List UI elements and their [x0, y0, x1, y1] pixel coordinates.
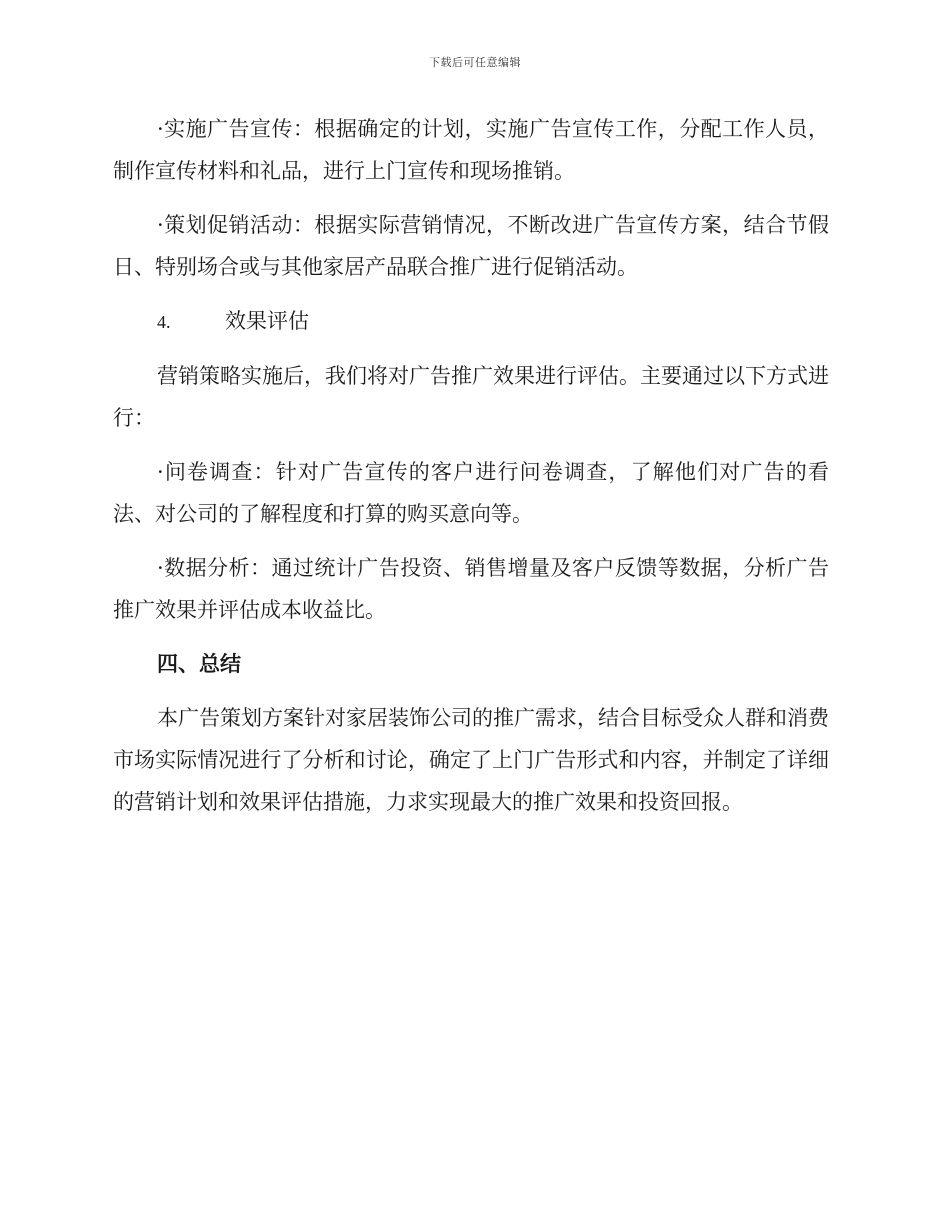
- paragraph-questionnaire: ·问卷调查：针对广告宣传的客户进行问卷调查，了解他们对广告的看法、对公司的了解程度和打算的购买意向等。: [113, 460, 829, 526]
- section-heading-effect-evaluation: [113, 300, 829, 343]
- heading-summary: 四、总结: [157, 652, 241, 676]
- section-number: 4.: [157, 312, 171, 332]
- paragraph-implement-ads: ·实施广告宣传：根据确定的计划，实施广告宣传工作，分配工作人员，制作宣传材料和礼品，进行上门宣传和现场推销。: [113, 117, 829, 183]
- paragraph-summary: 本广告策划方案针对家居装饰公司的推广需求，结合目标受众人群和消费市场实际情况进行了分析和讨论，确定了上门广告形式和内容，并制定了详细的营销计划和效果评估措施，力求实现最大的推广效果和投资回报。: [113, 706, 829, 814]
- paragraph-evaluation-intro: 营销策略实施后，我们将对广告推广效果进行评估。主要通过以下方式进行：: [113, 364, 829, 430]
- paragraph-data-analysis: ·数据分析：通过统计广告投资、销售增量及客户反馈等数据，分析广告推广效果并评估成本收益比。: [113, 556, 829, 622]
- paragraph-plan-promotions: ·策划促销活动：根据实际营销情况，不断改进广告宣传方案，结合节假日、特别场合或与其他家居产品联合推广进行促销活动。: [113, 213, 829, 279]
- document-body: [113, 108, 829, 835]
- page-header-note: 下载后可任意编辑: [429, 56, 521, 69]
- section-title: 效果评估: [225, 309, 309, 333]
